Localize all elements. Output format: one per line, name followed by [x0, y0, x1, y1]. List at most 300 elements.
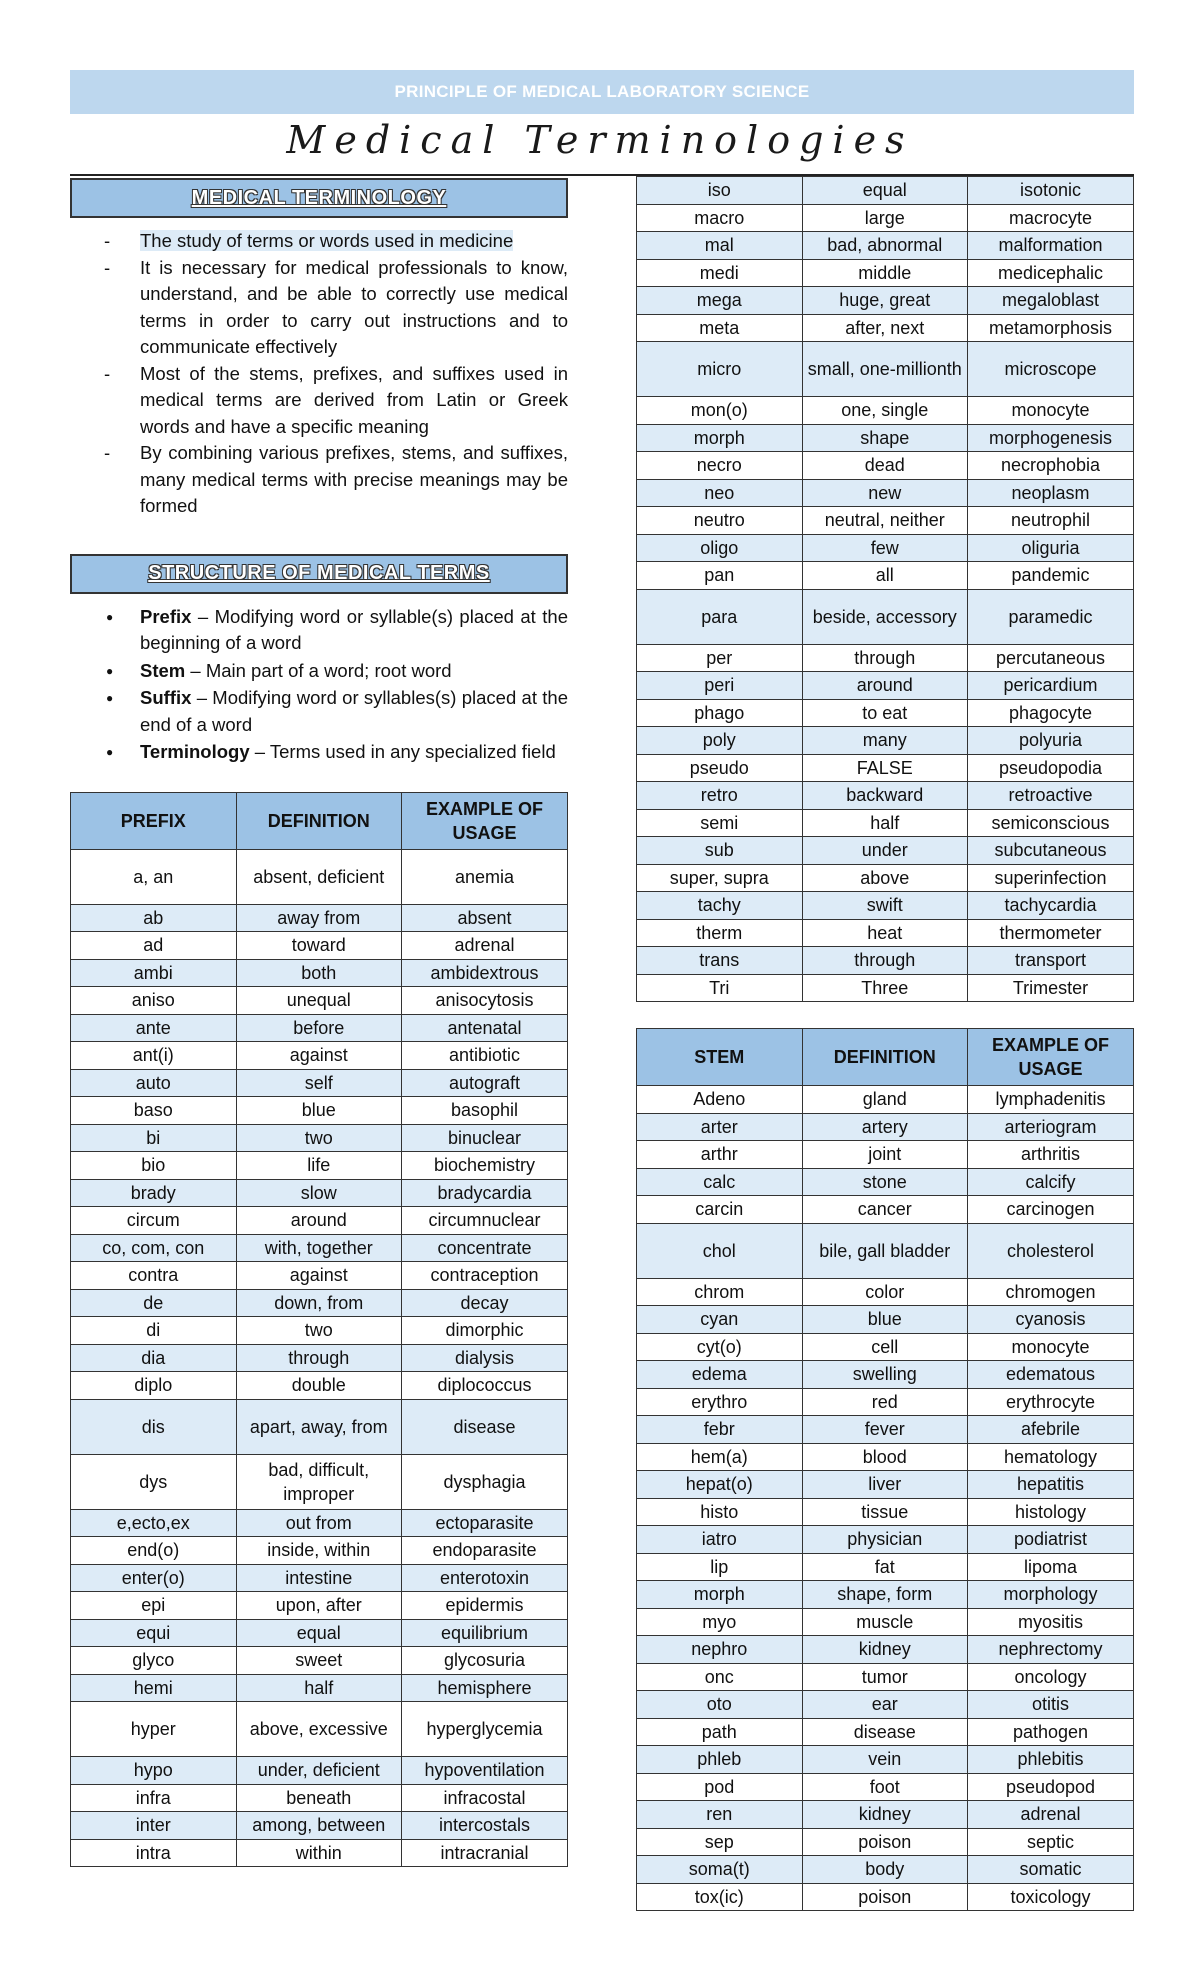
table-cell: para	[637, 589, 803, 644]
table-cell: mega	[637, 287, 803, 315]
table-row	[637, 1388, 1134, 1416]
table-cell: equal	[802, 177, 968, 205]
table-cell: infracostal	[402, 1784, 568, 1812]
table-cell: intestine	[236, 1564, 402, 1592]
table-row	[637, 1553, 1134, 1581]
prefix-table	[70, 792, 568, 1868]
table-cell: double	[236, 1372, 402, 1400]
table-cell: phago	[637, 699, 803, 727]
table-cell: calc	[637, 1168, 803, 1196]
table-row	[637, 287, 1134, 315]
table-row	[71, 1289, 568, 1317]
table-cell: down, from	[236, 1289, 402, 1317]
table-cell: bad, abnormal	[802, 232, 968, 260]
table-cell: equilibrium	[402, 1619, 568, 1647]
table-cell: equi	[71, 1619, 237, 1647]
table-cell: podiatrist	[968, 1526, 1134, 1554]
table-cell: two	[236, 1124, 402, 1152]
table-row	[637, 562, 1134, 590]
table-row	[637, 1828, 1134, 1856]
table-cell: bile, gall bladder	[802, 1223, 968, 1278]
table-cell: oliguria	[968, 534, 1134, 562]
table-cell: Three	[802, 974, 968, 1002]
table-cell: above, excessive	[236, 1702, 402, 1757]
table-row	[637, 782, 1134, 810]
table-row	[637, 204, 1134, 232]
table-cell: thermometer	[968, 919, 1134, 947]
table-cell: bi	[71, 1124, 237, 1152]
table-cell: pseudopod	[968, 1773, 1134, 1801]
table-cell: vein	[802, 1746, 968, 1774]
table-cell: half	[236, 1674, 402, 1702]
table-cell: poison	[802, 1883, 968, 1911]
table-row	[637, 1223, 1134, 1278]
table-cell: beside, accessory	[802, 589, 968, 644]
table-cell: edema	[637, 1361, 803, 1389]
table-row	[71, 1564, 568, 1592]
table-cell: onc	[637, 1663, 803, 1691]
table-cell: semiconscious	[968, 809, 1134, 837]
table-cell: absent, deficient	[236, 849, 402, 904]
table-cell: hemisphere	[402, 1674, 568, 1702]
table-cell: cyt(o)	[637, 1333, 803, 1361]
table-cell: above	[802, 864, 968, 892]
header-banner: PRINCIPLE OF MEDICAL LABORATORY SCIENCE	[70, 70, 1134, 114]
table-row	[637, 589, 1134, 644]
page-title: Medical Terminologies	[286, 118, 914, 162]
table-cell: superinfection	[968, 864, 1134, 892]
table-cell: equal	[236, 1619, 402, 1647]
table-cell: beneath	[236, 1784, 402, 1812]
table-cell: antenatal	[402, 1014, 568, 1042]
table-cell: baso	[71, 1097, 237, 1125]
table-cell: tox(ic)	[637, 1883, 803, 1911]
table-cell: swift	[802, 892, 968, 920]
table-cell: trans	[637, 947, 803, 975]
table-cell: lymphadenitis	[968, 1086, 1134, 1114]
table-row	[637, 1581, 1134, 1609]
table-cell: anisocytosis	[402, 987, 568, 1015]
table-cell: basophil	[402, 1097, 568, 1125]
table-row	[637, 672, 1134, 700]
table-row	[637, 837, 1134, 865]
table-cell: fat	[802, 1553, 968, 1581]
table-cell: malformation	[968, 232, 1134, 260]
list-item: ● Prefix – Modifying word or syllable(s) placed at the beginning of a word	[70, 604, 568, 657]
table-cell: mal	[637, 232, 803, 260]
list-item: ● Stem – Main part of a word; root word	[70, 658, 568, 685]
table-cell: one, single	[802, 397, 968, 425]
table-row	[71, 849, 568, 904]
table-cell: iatro	[637, 1526, 803, 1554]
table-row	[71, 932, 568, 960]
table-cell: e,ecto,ex	[71, 1509, 237, 1537]
table-cell: afebrile	[968, 1416, 1134, 1444]
column-header: STEM	[637, 1029, 803, 1086]
table-cell: arter	[637, 1113, 803, 1141]
table-cell: concentrate	[402, 1234, 568, 1262]
table-row	[71, 1839, 568, 1867]
table-row	[637, 1306, 1134, 1334]
table-cell: phlebitis	[968, 1746, 1134, 1774]
table-cell: pseudo	[637, 754, 803, 782]
table-cell: circumnuclear	[402, 1207, 568, 1235]
table-cell: dimorphic	[402, 1317, 568, 1345]
medical-terminology-list	[70, 228, 568, 520]
table-row	[637, 1278, 1134, 1306]
table-cell: before	[236, 1014, 402, 1042]
table-cell: chol	[637, 1223, 803, 1278]
stem-table	[636, 1028, 1134, 1911]
table-cell: enterotoxin	[402, 1564, 568, 1592]
list-item: ● Suffix – Modifying word or syllables(s) placed at the end of a word	[70, 685, 568, 738]
table-row	[71, 1372, 568, 1400]
prefix-table-body	[71, 849, 568, 1867]
table-cell: inter	[71, 1812, 237, 1840]
table-cell: gland	[802, 1086, 968, 1114]
column-header: DEFINITION	[802, 1029, 968, 1086]
table-cell: ante	[71, 1014, 237, 1042]
table-row	[71, 1592, 568, 1620]
table-cell: lip	[637, 1553, 803, 1581]
table-cell: erythro	[637, 1388, 803, 1416]
table-row	[637, 232, 1134, 260]
table-cell: pod	[637, 1773, 803, 1801]
table-cell: hypoventilation	[402, 1757, 568, 1785]
table-cell: neoplasm	[968, 479, 1134, 507]
table-row	[71, 1702, 568, 1757]
table-cell: life	[236, 1152, 402, 1180]
table-cell: retro	[637, 782, 803, 810]
table-row	[71, 1344, 568, 1372]
table-row	[637, 1663, 1134, 1691]
table-cell: ant(i)	[71, 1042, 237, 1070]
table-cell: body	[802, 1856, 968, 1884]
table-cell: middle	[802, 259, 968, 287]
table-row	[637, 397, 1134, 425]
table-cell: mon(o)	[637, 397, 803, 425]
table-cell: hypo	[71, 1757, 237, 1785]
table-cell: oligo	[637, 534, 803, 562]
table-cell: epidermis	[402, 1592, 568, 1620]
list-item: - The study of terms or words used in medicine	[70, 228, 568, 255]
table-cell: after, next	[802, 314, 968, 342]
table-cell: hepatitis	[968, 1471, 1134, 1499]
table-row	[71, 1124, 568, 1152]
table-cell: cholesterol	[968, 1223, 1134, 1278]
table-cell: swelling	[802, 1361, 968, 1389]
table-cell: dead	[802, 452, 968, 480]
table-cell: many	[802, 727, 968, 755]
table-row	[637, 1856, 1134, 1884]
list-item: ● Terminology – Terms used in any specialized field	[70, 739, 568, 766]
table-cell: arteriogram	[968, 1113, 1134, 1141]
table-row	[637, 1526, 1134, 1554]
table-cell: percutaneous	[968, 644, 1134, 672]
table-row	[71, 1262, 568, 1290]
table-cell: Adeno	[637, 1086, 803, 1114]
table-cell: stone	[802, 1168, 968, 1196]
table-cell: tissue	[802, 1498, 968, 1526]
table-cell: pseudopodia	[968, 754, 1134, 782]
table-cell: ectoparasite	[402, 1509, 568, 1537]
table-cell: to eat	[802, 699, 968, 727]
table-cell: muscle	[802, 1608, 968, 1636]
table-cell: pandemic	[968, 562, 1134, 590]
table-row	[637, 1471, 1134, 1499]
table-cell: bad, difficult, improper	[236, 1454, 402, 1509]
table-cell: unequal	[236, 987, 402, 1015]
table-cell: cell	[802, 1333, 968, 1361]
table-row	[71, 1399, 568, 1454]
table-cell: polyuria	[968, 727, 1134, 755]
table-row	[637, 947, 1134, 975]
table-cell: aniso	[71, 987, 237, 1015]
table-cell: blue	[802, 1306, 968, 1334]
table-cell: retroactive	[968, 782, 1134, 810]
column-header: PREFIX	[71, 792, 237, 849]
table-cell: isotonic	[968, 177, 1134, 205]
table-cell: morph	[637, 1581, 803, 1609]
table-cell: calcify	[968, 1168, 1134, 1196]
table-row	[637, 1141, 1134, 1169]
table-cell: subcutaneous	[968, 837, 1134, 865]
table-cell: histo	[637, 1498, 803, 1526]
table-cell: chromogen	[968, 1278, 1134, 1306]
table-row	[637, 699, 1134, 727]
table-cell: blood	[802, 1443, 968, 1471]
table-cell: shape	[802, 424, 968, 452]
table-row	[637, 1361, 1134, 1389]
table-cell: diplo	[71, 1372, 237, 1400]
table-cell: within	[236, 1839, 402, 1867]
table-cell: with, together	[236, 1234, 402, 1262]
table-row	[637, 644, 1134, 672]
table-cell: diplococcus	[402, 1372, 568, 1400]
table-cell: bio	[71, 1152, 237, 1180]
table-cell: de	[71, 1289, 237, 1317]
table-row	[71, 1619, 568, 1647]
table-cell: adrenal	[402, 932, 568, 960]
table-cell: dysphagia	[402, 1454, 568, 1509]
table-cell: hematology	[968, 1443, 1134, 1471]
table-cell: neutral, neither	[802, 507, 968, 535]
table-cell: febr	[637, 1416, 803, 1444]
table-cell: dia	[71, 1344, 237, 1372]
table-row	[637, 864, 1134, 892]
table-cell: auto	[71, 1069, 237, 1097]
table-row	[71, 1042, 568, 1070]
table-row	[637, 1636, 1134, 1664]
table-cell: autograft	[402, 1069, 568, 1097]
table-cell: foot	[802, 1773, 968, 1801]
table-cell: septic	[968, 1828, 1134, 1856]
table-row	[71, 1234, 568, 1262]
table-cell: disease	[402, 1399, 568, 1454]
table-cell: apart, away, from	[236, 1399, 402, 1454]
table-row	[637, 1086, 1134, 1114]
table-row	[71, 1179, 568, 1207]
table-row	[637, 1608, 1134, 1636]
table-cell: semi	[637, 809, 803, 837]
table-row	[637, 1746, 1134, 1774]
table-row	[637, 1168, 1134, 1196]
table-cell: microscope	[968, 342, 1134, 397]
table-row	[637, 809, 1134, 837]
column-header: EXAMPLE OF USAGE	[968, 1029, 1134, 1086]
table-cell: few	[802, 534, 968, 562]
table-cell: against	[236, 1042, 402, 1070]
table-cell: new	[802, 479, 968, 507]
table-cell: macro	[637, 204, 803, 232]
table-cell: intracranial	[402, 1839, 568, 1867]
table-cell: medi	[637, 259, 803, 287]
table-cell: tumor	[802, 1663, 968, 1691]
table-cell: pathogen	[968, 1718, 1134, 1746]
table-cell: color	[802, 1278, 968, 1306]
right-column	[636, 176, 1134, 1911]
table-cell: decay	[402, 1289, 568, 1317]
table-cell: toward	[236, 932, 402, 960]
table-cell: peri	[637, 672, 803, 700]
table-cell: toxicology	[968, 1883, 1134, 1911]
table-cell: oto	[637, 1691, 803, 1719]
table-cell: neo	[637, 479, 803, 507]
table-cell: binuclear	[402, 1124, 568, 1152]
table-row	[637, 534, 1134, 562]
table-row	[637, 1416, 1134, 1444]
medical-terminology-heading: MEDICAL TERMINOLOGY	[70, 178, 568, 218]
table-cell: blue	[236, 1097, 402, 1125]
table-cell: a, an	[71, 849, 237, 904]
table-cell: medicephalic	[968, 259, 1134, 287]
table-cell: morphogenesis	[968, 424, 1134, 452]
table-cell: chrom	[637, 1278, 803, 1306]
table-row	[637, 479, 1134, 507]
table-cell: Trimester	[968, 974, 1134, 1002]
table-cell: glycosuria	[402, 1647, 568, 1675]
table-cell: arthr	[637, 1141, 803, 1169]
table-cell: huge, great	[802, 287, 968, 315]
table-cell: joint	[802, 1141, 968, 1169]
table-cell: adrenal	[968, 1801, 1134, 1829]
table-cell: fever	[802, 1416, 968, 1444]
column-header: EXAMPLE OF USAGE	[402, 792, 568, 849]
table-cell: red	[802, 1388, 968, 1416]
table-cell: hepat(o)	[637, 1471, 803, 1499]
table-cell: pan	[637, 562, 803, 590]
table-cell: therm	[637, 919, 803, 947]
table-cell: inside, within	[236, 1537, 402, 1565]
table-cell: transport	[968, 947, 1134, 975]
table-cell: all	[802, 562, 968, 590]
table-cell: liver	[802, 1471, 968, 1499]
table-cell: through	[802, 947, 968, 975]
table-cell: away from	[236, 904, 402, 932]
table-cell: brady	[71, 1179, 237, 1207]
table-cell: biochemistry	[402, 1152, 568, 1180]
table-row	[637, 342, 1134, 397]
table-cell: megaloblast	[968, 287, 1134, 315]
table-cell: necrophobia	[968, 452, 1134, 480]
table-cell: sweet	[236, 1647, 402, 1675]
table-cell: neutro	[637, 507, 803, 535]
table-cell: tachycardia	[968, 892, 1134, 920]
table-cell: FALSE	[802, 754, 968, 782]
table-cell: dys	[71, 1454, 237, 1509]
table-cell: circum	[71, 1207, 237, 1235]
table-row	[637, 1498, 1134, 1526]
table-cell: backward	[802, 782, 968, 810]
table-row	[637, 754, 1134, 782]
table-cell: di	[71, 1317, 237, 1345]
table-cell: tachy	[637, 892, 803, 920]
table-cell: lipoma	[968, 1553, 1134, 1581]
table-row	[71, 1069, 568, 1097]
table-row	[637, 424, 1134, 452]
table-cell: self	[236, 1069, 402, 1097]
table-row	[71, 1812, 568, 1840]
table-cell: monocyte	[968, 1333, 1134, 1361]
table-cell: out from	[236, 1509, 402, 1537]
table-cell: kidney	[802, 1801, 968, 1829]
column-header: DEFINITION	[236, 792, 402, 849]
table-row	[637, 177, 1134, 205]
table-cell: ren	[637, 1801, 803, 1829]
table-row	[71, 1317, 568, 1345]
left-column	[70, 176, 568, 1867]
table-cell: ambidextrous	[402, 959, 568, 987]
table-cell: physician	[802, 1526, 968, 1554]
table-row	[71, 1784, 568, 1812]
table-cell: through	[802, 644, 968, 672]
table-cell: iso	[637, 177, 803, 205]
table-row	[637, 1801, 1134, 1829]
table-cell: neutrophil	[968, 507, 1134, 535]
table-row	[71, 1647, 568, 1675]
table-row	[637, 1718, 1134, 1746]
table-cell: hem(a)	[637, 1443, 803, 1471]
table-cell: otitis	[968, 1691, 1134, 1719]
table-cell: among, between	[236, 1812, 402, 1840]
table-cell: arthritis	[968, 1141, 1134, 1169]
stem-table-body	[637, 1086, 1134, 1911]
table-row	[71, 1757, 568, 1785]
table-cell: morph	[637, 424, 803, 452]
table-cell: two	[236, 1317, 402, 1345]
table-cell: cyan	[637, 1306, 803, 1334]
structure-heading: STRUCTURE OF MEDICAL TERMS	[70, 554, 568, 594]
table-cell: micro	[637, 342, 803, 397]
table-cell: disease	[802, 1718, 968, 1746]
table-cell: meta	[637, 314, 803, 342]
table-row	[71, 1152, 568, 1180]
table-row	[637, 892, 1134, 920]
table-cell: path	[637, 1718, 803, 1746]
table-cell: per	[637, 644, 803, 672]
table-cell: epi	[71, 1592, 237, 1620]
table-cell: through	[236, 1344, 402, 1372]
table-cell: intercostals	[402, 1812, 568, 1840]
table-cell: half	[802, 809, 968, 837]
table-cell: small, one-millionth	[802, 342, 968, 397]
table-cell: necro	[637, 452, 803, 480]
structure-list	[70, 604, 568, 766]
table-row	[71, 1674, 568, 1702]
table-row	[637, 1113, 1134, 1141]
table-cell: nephrectomy	[968, 1636, 1134, 1664]
table-row	[637, 919, 1134, 947]
